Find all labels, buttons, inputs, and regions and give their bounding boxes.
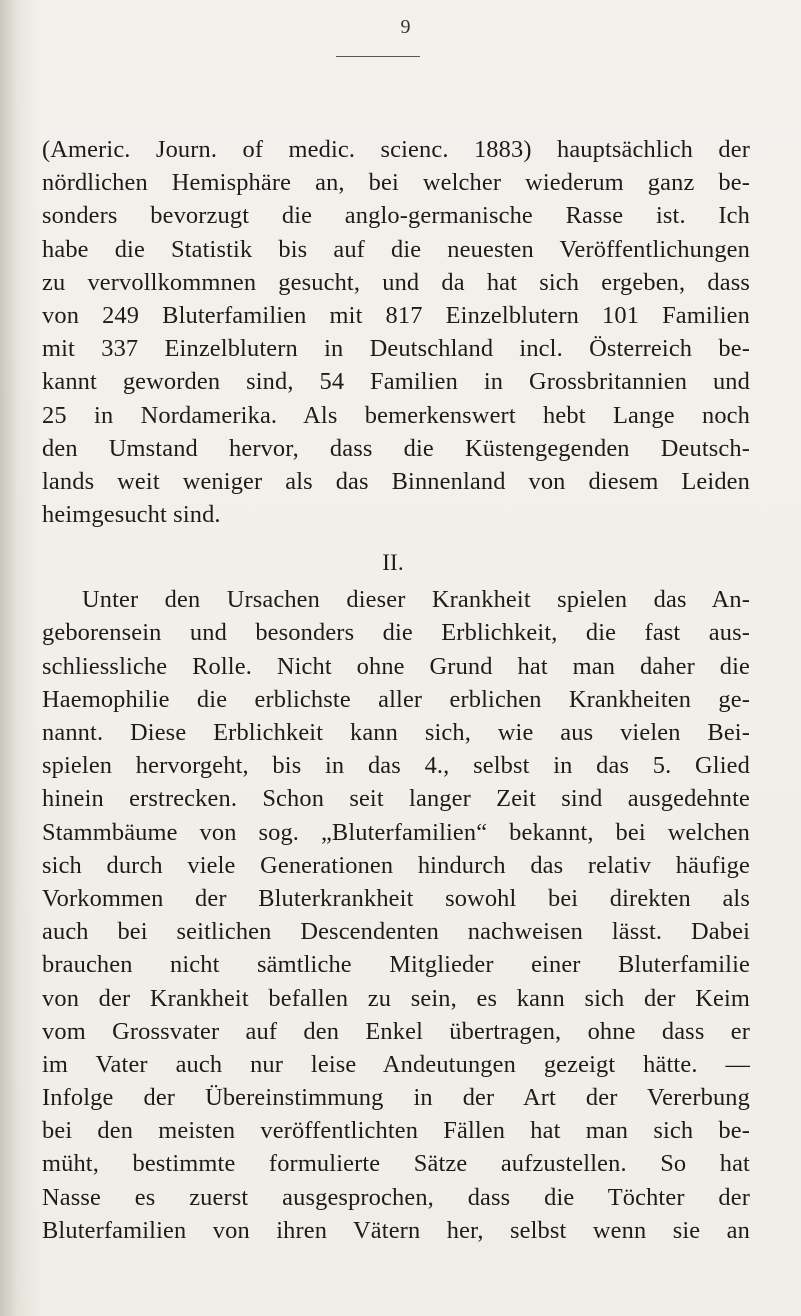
text-line: schliessliche Rolle. Nicht ohne Grund hat man daher die [42, 652, 750, 680]
text-line: geborensein und besonders die Erblichkeit, die fast aus- [42, 619, 750, 647]
text-line: Stammbäume von sog. „Bluterfamilien“ bekannt, bei welchen [42, 818, 750, 846]
text-line: den Umstand hervor, dass die Küstengegenden Deutsch- [42, 434, 750, 462]
text-line: Bluterfamilien von ihren Vätern her, selbst wenn sie an [42, 1216, 750, 1244]
text-line: vom Grossvater auf den Enkel übertragen, ohne dass er [42, 1017, 750, 1045]
text-line: müht, bestimmte formulierte Sätze aufzustellen. So hat [42, 1150, 750, 1178]
text-line: kannt geworden sind, 54 Familien in Grossbritannien und [42, 368, 750, 396]
text-line: sich durch viele Generationen hindurch das relativ häufige [42, 851, 750, 879]
body-text [42, 133, 750, 1247]
text-line: Haemophilie die erblichste aller erblichen Krankheiten ge- [42, 685, 750, 713]
text-line: von der Krankheit befallen zu sein, es kann sich der Keim [42, 984, 750, 1012]
paragraph-1 [42, 133, 750, 531]
text-line: spielen hervorgeht, bis in das 4., selbst in das 5. Glied [42, 752, 750, 780]
section-heading: II. [382, 550, 404, 576]
text-line: zu vervollkommnen gesucht, und da hat sich ergeben, dass [42, 268, 750, 296]
header-rule [336, 56, 420, 57]
text-line: nannt. Diese Erblichkeit kann sich, wie aus vielen Bei- [42, 719, 750, 746]
text-line: auch bei seitlichen Descendenten nachweisen lässt. Dabei [42, 918, 750, 946]
text-line: nördlichen Hemisphäre an, bei welcher wiederum ganz be- [42, 169, 750, 197]
text-line: hinein erstrecken. Schon seit langer Zeit sind ausgedehnte [42, 785, 750, 813]
page-number: 9 [400, 16, 411, 38]
text-line: Unter den Ursachen dieser Krankheit spielen das An- [82, 586, 750, 614]
text-line: 25 in Nordamerika. Als bemerkenswert hebt Lange noch [42, 401, 750, 429]
text-line: Nasse es zuerst ausgesprochen, dass die Töchter der [42, 1183, 750, 1211]
text-line: von 249 Bluterfamilien mit 817 Einzelblutern 101 Familien [42, 301, 750, 329]
text-line: Infolge der Übereinstimmung in der Art der Vererbung [42, 1084, 750, 1112]
text-line: bei den meisten veröffentlichten Fällen hat man sich be- [42, 1117, 750, 1145]
text-line: mit 337 Einzelblutern in Deutschland incl. Österreich be- [42, 335, 750, 363]
text-line: Vorkommen der Bluterkrankheit sowohl bei direkten als [42, 884, 750, 912]
text-line: brauchen nicht sämtliche Mitglieder einer Bluterfamilie [42, 951, 750, 979]
text-line: habe die Statistik bis auf die neuesten Veröffentlichungen [42, 235, 750, 263]
text-line: lands weit weniger als das Binnenland von diesem Leiden [42, 467, 750, 495]
text-line: im Vater auch nur leise Andeutungen gezeigt hätte. — [42, 1050, 750, 1078]
text-line: sonders bevorzugt die anglo-germanische Rasse ist. Ich [42, 202, 750, 230]
text-line: (Americ. Journ. of medic. scienc. 1883) hauptsächlich der [42, 136, 750, 163]
text-line: heimgesucht sind. [42, 501, 221, 529]
paragraph-2 [42, 583, 750, 1247]
